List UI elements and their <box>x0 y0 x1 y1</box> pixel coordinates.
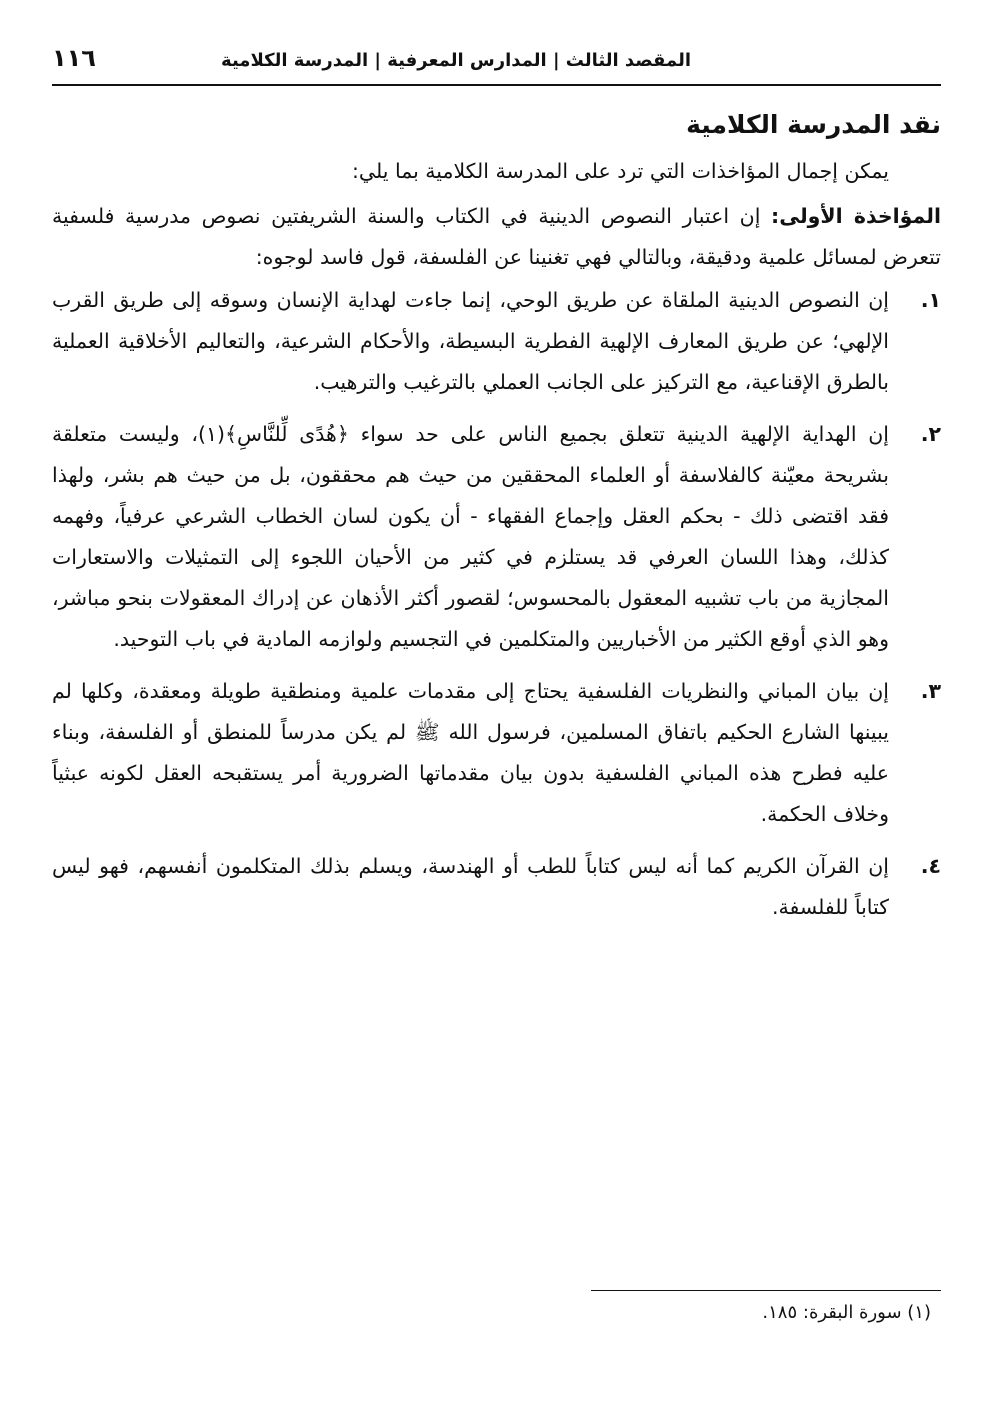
list-item-number: ٤. <box>920 854 941 878</box>
list-item <box>52 280 941 403</box>
running-head: المقصد الثالث | المدارس المعرفية | المدرسة الكلامية <box>221 50 691 71</box>
section-title: نقد المدرسة الكلامية <box>686 110 941 139</box>
list-item-text: إن النصوص الدينية الملقاة عن طريق الوحي، إنما جاءت لهداية الإنسان وسوقه إلى طريق القرب الإلهي؛ عن طريق المعارف الإلهية الفطرية البسيطة، والأحكام الشرعية، والتعاليم الأخلاقية العملية بالطرق الإقناعية، مع التركيز على الجانب العملي بالترغيب والترهيب. <box>52 288 889 394</box>
list-item-text: إن بيان المباني والنظريات الفلسفية يحتاج إلى مقدمات علمية ومنطقية طويلة ومعقدة، وكلها لم يبينها الشارع الحكيم باتفاق المسلمين، فرسول الله ﷺ لم يكن مدرساً للمنطق أو الفلسفة، وبناء عليه فطرح هذه المباني الفلسفية بدون بيان مقدماتها الضرورية أمر يستقبحه العقل لكونه عبثياً وخلاف الحكمة. <box>52 679 889 826</box>
first-objection-paragraph <box>52 196 941 278</box>
first-objection-label: المؤاخذة الأولى: <box>771 204 941 228</box>
list-item <box>52 671 941 835</box>
intro-paragraph: يمكن إجمال المؤاخذات التي ترد على المدرسة الكلامية بما يلي: <box>351 159 889 183</box>
list-item-text: إن القرآن الكريم كما أنه ليس كتاباً للطب أو الهندسة، ويسلم بذلك المتكلمون أنفسهم، فهو ليس كتاباً للفلسفة. <box>52 854 889 919</box>
page-number: ١١٦ <box>52 44 96 72</box>
footnote: (١) سورة البقرة: ١٨٥. <box>762 1302 931 1323</box>
list-item <box>52 414 941 660</box>
list-item <box>52 846 941 928</box>
list-item-number: ٢. <box>920 422 941 446</box>
page-body <box>52 110 941 939</box>
list-item-number: ٣. <box>920 679 941 703</box>
page-header <box>52 40 941 86</box>
objection-points-list <box>52 280 941 928</box>
first-objection-text: إن اعتبار النصوص الدينية في الكتاب والسنة الشريفتين نصوص مدرسية فلسفية تتعرض لمسائل علمية ودقيقة، وبالتالي فهي تغنينا عن الفلسفة، قول فاسد لوجوه: <box>52 204 941 269</box>
list-item-text: إن الهداية الإلهية الدينية تتعلق بجميع الناس على حد سواء ﴿هُدًى لِّلنَّاسِ﴾(١)، وليست متعلقة بشريحة معيّنة كالفلاسفة أو العلماء المحققين من حيث هم محققون، بل من حيث هم بشر، ولهذا فقد اقتضى ذلك - بحكم العقل وإجماع الفقهاء - أن يكون لسان الخطاب الشرعي عرفياً، وفهمه كذلك، وهذا اللسان العرفي قد يستلزم في كثير من الأحيان اللجوء إلى التمثيلات والاستعارات المجازية من باب تشبيه المعقول بالمحسوس؛ لقصور أكثر الأذهان عن إدراك المعقولات بنحو مباشر، وهو الذي أوقع الكثير من الأخباريين والمتكلمين في التجسيم ولوازمه المادية في باب التوحيد. <box>52 422 889 651</box>
list-item-number: ١. <box>920 288 941 312</box>
footnote-divider <box>591 1290 941 1291</box>
